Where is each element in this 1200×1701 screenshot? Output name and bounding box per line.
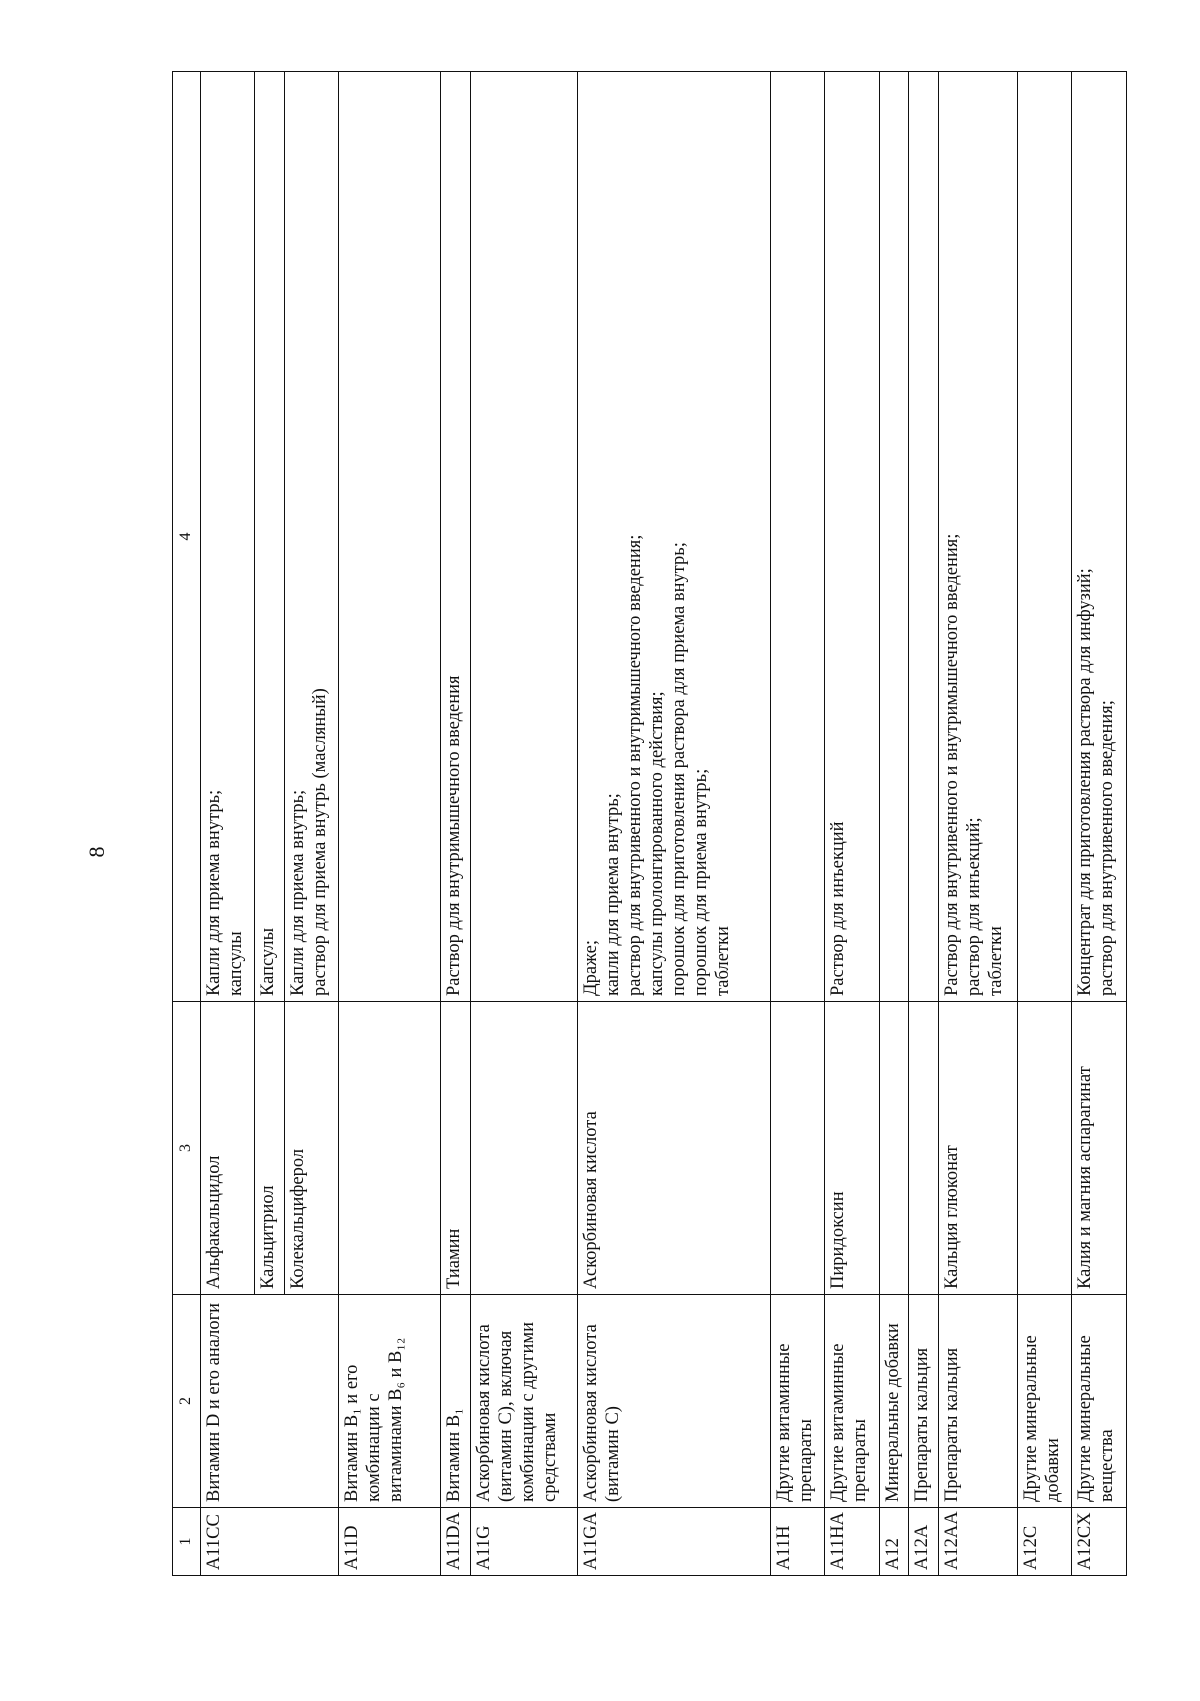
drug-name bbox=[1018, 1002, 1072, 1295]
atc-code: A11GA bbox=[577, 1508, 770, 1576]
rotated-table-container bbox=[172, 72, 1127, 1576]
dosage-forms bbox=[909, 72, 939, 1002]
dosage-form: раствор для внутривенного введения; bbox=[1097, 700, 1118, 996]
drug-name bbox=[879, 1002, 909, 1295]
atc-code: A12C bbox=[1018, 1508, 1072, 1576]
dosage-forms bbox=[471, 72, 577, 1002]
dosage-form: Драже; bbox=[580, 940, 601, 996]
header-col-3: 3 bbox=[173, 1002, 201, 1295]
dosage-form: капли для приема внутрь; bbox=[602, 793, 623, 996]
atc-code: A12A bbox=[909, 1508, 939, 1576]
atc-code: A11CC bbox=[200, 1508, 339, 1576]
drug-name: Аскорбиновая кислота bbox=[577, 1002, 770, 1295]
dosage-forms bbox=[577, 72, 770, 1002]
table-row bbox=[1072, 72, 1127, 1576]
dosage-form: Капсулы bbox=[258, 927, 279, 996]
dosage-form: Капли для приема внутрь; bbox=[203, 789, 224, 996]
table-row bbox=[770, 72, 824, 1576]
table-row bbox=[879, 72, 909, 1576]
drug-name: Пиридоксин bbox=[825, 1002, 879, 1295]
atc-group: Витамин B₁ и его комбинации с витаминами B₆ и B₁₂ bbox=[339, 1295, 441, 1508]
dosage-forms bbox=[879, 72, 909, 1002]
dosage-forms bbox=[825, 72, 879, 1002]
dosage-form: Концентрат для приготовления раствора для инфузий; bbox=[1075, 568, 1096, 996]
atc-group: Витамин D и его аналоги bbox=[200, 1295, 339, 1508]
dosage-forms bbox=[339, 72, 441, 1002]
dosage-forms bbox=[255, 72, 285, 1002]
table-row bbox=[939, 72, 1018, 1576]
drug-name: Кальцитриол bbox=[255, 1002, 285, 1295]
atc-group: Минеральные добавки bbox=[879, 1295, 909, 1508]
atc-group: Другие минеральные вещества bbox=[1072, 1295, 1127, 1508]
header-col-4: 4 bbox=[173, 72, 201, 1002]
table-row bbox=[200, 72, 254, 1576]
drug-name: Альфакальцидол bbox=[200, 1002, 254, 1295]
table-row bbox=[825, 72, 879, 1576]
atc-code: A11H bbox=[770, 1508, 824, 1576]
table-row bbox=[471, 72, 577, 1576]
table-row bbox=[441, 72, 471, 1576]
atc-code: A12 bbox=[879, 1508, 909, 1576]
atc-group: Витамин B₁ bbox=[441, 1295, 471, 1508]
header-col-2: 2 bbox=[173, 1295, 201, 1508]
table-row bbox=[339, 72, 441, 1576]
dosage-form: Раствор для внутримышечного введения bbox=[444, 675, 465, 996]
atc-code: A12AA bbox=[939, 1508, 1018, 1576]
dosage-form: Капли для приема внутрь; bbox=[288, 789, 308, 996]
table-row bbox=[577, 72, 770, 1576]
drug-name: Калия и магния аспарагинат bbox=[1072, 1002, 1127, 1295]
dosage-form: таблетки bbox=[986, 926, 1007, 996]
page-number: 8 bbox=[84, 846, 109, 858]
dosage-form: капсулы пролонгированного действия; bbox=[646, 691, 667, 996]
drug-name: Тиамин bbox=[441, 1002, 471, 1295]
drug-name bbox=[770, 1002, 824, 1295]
atc-code: A11D bbox=[339, 1508, 441, 1576]
drug-name: Колекальциферол bbox=[285, 1002, 339, 1295]
dosage-form: раствор для приема внутрь (масляный) bbox=[310, 688, 330, 996]
dosage-forms bbox=[1018, 72, 1072, 1002]
drug-name: Кальция глюконат bbox=[939, 1002, 1018, 1295]
dosage-form: порошок для приема внутрь; bbox=[690, 768, 711, 996]
drug-name bbox=[339, 1002, 441, 1295]
atc-group: Аскорбиновая кислота (витамин C) bbox=[577, 1295, 770, 1508]
document-table-region bbox=[172, 72, 1127, 1576]
dosage-form: капсулы bbox=[225, 931, 246, 996]
atc-code: A12CX bbox=[1072, 1508, 1127, 1576]
dosage-forms bbox=[200, 72, 254, 1002]
drug-name bbox=[471, 1002, 577, 1295]
table-row bbox=[909, 72, 939, 1576]
dosage-forms bbox=[285, 72, 339, 1002]
atc-group: Аскорбиновая кислота (витамин C), включая комбинации с другими средствами bbox=[471, 1295, 577, 1508]
drug-name bbox=[909, 1002, 939, 1295]
drug-table bbox=[172, 71, 1127, 1576]
atc-group: Другие минеральные добавки bbox=[1018, 1295, 1072, 1508]
dosage-form: Раствор для инъекций bbox=[828, 821, 849, 996]
atc-code: A11HA bbox=[825, 1508, 879, 1576]
dosage-form: таблетки bbox=[712, 926, 733, 996]
atc-code: A11G bbox=[471, 1508, 577, 1576]
dosage-form: Раствор для внутривенного и внутримышечного введения; bbox=[942, 533, 963, 996]
dosage-forms bbox=[770, 72, 824, 1002]
dosage-form: порошок для приготовления раствора для приема внутрь; bbox=[668, 542, 689, 996]
table-header-row bbox=[173, 72, 201, 1576]
dosage-forms bbox=[441, 72, 471, 1002]
table-row bbox=[1018, 72, 1072, 1576]
atc-code: A11DA bbox=[441, 1508, 471, 1576]
atc-group: Другие витаминные препараты bbox=[770, 1295, 824, 1508]
dosage-forms bbox=[1072, 72, 1127, 1002]
dosage-forms bbox=[939, 72, 1018, 1002]
dosage-form: раствор для инъекций; bbox=[964, 817, 985, 996]
atc-group: Препараты кальция bbox=[909, 1295, 939, 1508]
header-col-1: 1 bbox=[173, 1508, 201, 1576]
dosage-form: раствор для внутривенного и внутримышечного введения; bbox=[624, 534, 645, 996]
atc-group: Другие витаминные препараты bbox=[825, 1295, 879, 1508]
atc-group: Препараты кальция bbox=[939, 1295, 1018, 1508]
